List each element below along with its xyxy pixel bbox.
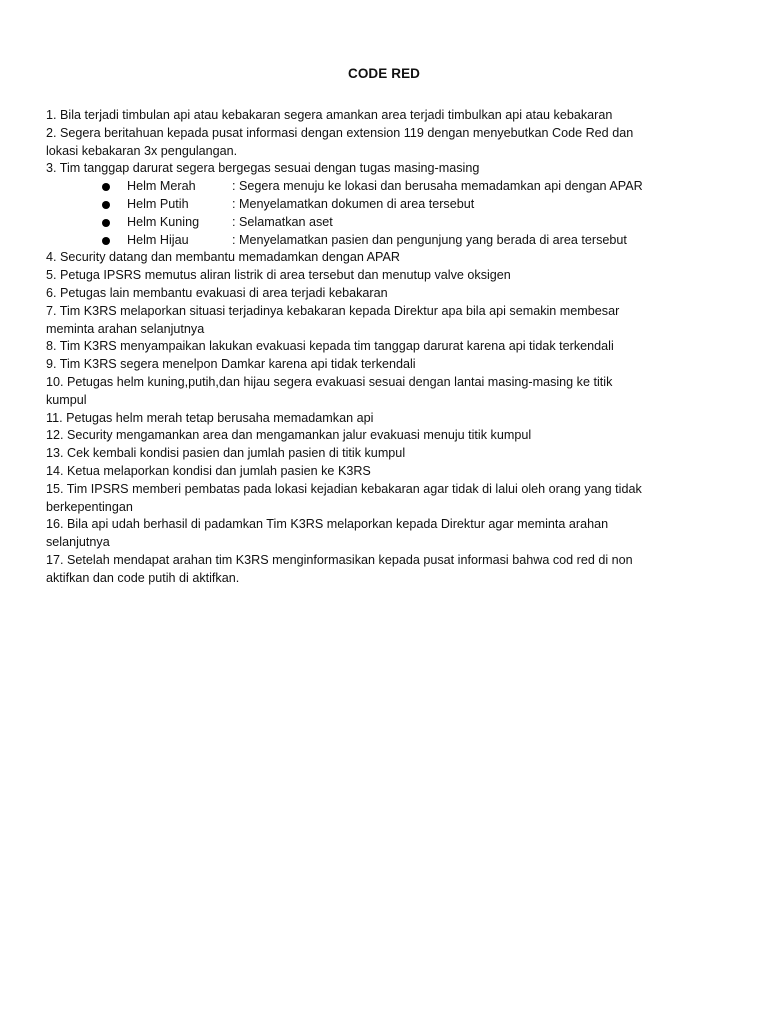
bullet-name: Helm Hijau [127, 232, 189, 247]
document-title: CODE RED [347, 66, 421, 81]
text-line: 13. Cek kembali kondisi pasien dan jumlah pasien di titik kumpul [46, 446, 406, 461]
text-line: 3. Tim tanggap darurat segera bergegas sesuai dengan tugas masing-masing [46, 161, 480, 176]
bullet-item-helm-merah [46, 178, 718, 196]
text-line: 8. Tim K3RS menyampaikan lakukan evakuasi kepada tim tanggap darurat karena api tidak terkendali [46, 339, 614, 354]
bullet-icon [102, 237, 110, 245]
text-line: lokasi kebakaran 3x pengulangan. [46, 143, 238, 158]
bullet-desc: : Selamatkan aset [232, 214, 333, 229]
bullet-item-helm-hijau [46, 232, 718, 250]
text-line: 12. Security mengamankan area dan mengamankan jalur evakuasi menuju titik kumpul [46, 428, 532, 443]
bullet-icon [102, 183, 110, 191]
text-line: 17. Setelah mendapat arahan tim K3RS menginformasikan kepada pusat informasi bahwa cod red di non [46, 552, 633, 567]
text-line: 7. Tim K3RS melaporkan situasi terjadinya kebakaran kepada Direktur apa bila api semakin membesar [46, 303, 620, 318]
text-line: meminta arahan selanjutnya [46, 321, 205, 336]
text-line: 1. Bila terjadi timbulan api atau kebakaran segera amankan area terjadi timbulkan api atau kebakaran [46, 108, 613, 122]
bullet-item-helm-putih [46, 196, 718, 214]
bullet-icon [102, 219, 110, 227]
text-line: berkepentingan [46, 499, 133, 514]
bullet-name: Helm Putih [127, 196, 189, 211]
bullet-icon [102, 201, 110, 209]
bullet-name: Helm Kuning [127, 214, 200, 229]
text-line: 6. Petugas lain membantu evakuasi di area terjadi kebakaran [46, 285, 388, 300]
text-line: 16. Bila api udah berhasil di padamkan Tim K3RS melaporkan kepada Direktur agar meminta arahan [46, 517, 609, 532]
text-line: 2. Segera beritahuan kepada pusat informasi dengan extension 119 dengan menyebutkan Code Red dan [46, 125, 634, 140]
text-line: selanjutnya [46, 535, 110, 550]
text-line: 10. Petugas helm kuning,putih,dan hijau segera evakuasi sesuai dengan lantai masing-masing ke titik [46, 374, 613, 389]
text-line: 4. Security datang dan membantu memadamkan dengan APAR [46, 250, 401, 265]
bullet-name: Helm Merah [127, 179, 196, 194]
text-line: kumpul [46, 392, 87, 407]
bullet-desc: : Segera menuju ke lokasi dan berusaha memadamkan api dengan APAR [232, 179, 643, 194]
bullet-desc: : Menyelamatkan dokumen di area tersebut [232, 196, 475, 211]
text-line: 14. Ketua melaporkan kondisi dan jumlah pasien ke K3RS [46, 463, 371, 478]
text-line: 5. Petuga IPSRS memutus aliran listrik di area tersebut dan menutup valve oksigen [46, 268, 511, 283]
text-line: 15. Tim IPSRS memberi pembatas pada lokasi kejadian kebakaran agar tidak di lalui oleh orang yang tidak [46, 481, 642, 496]
text-line: aktifkan dan code putih di aktifkan. [46, 570, 240, 585]
text-line: 11. Petugas helm merah tetap berusaha memadamkan api [46, 410, 374, 425]
text-line: 9. Tim K3RS segera menelpon Damkar karena api tidak terkendali [46, 357, 416, 372]
procedure-list [46, 107, 718, 588]
bullet-desc: : Menyelamatkan pasien dan pengunjung yang berada di area tersebut [232, 232, 627, 247]
bullet-item-helm-kuning [46, 214, 718, 232]
